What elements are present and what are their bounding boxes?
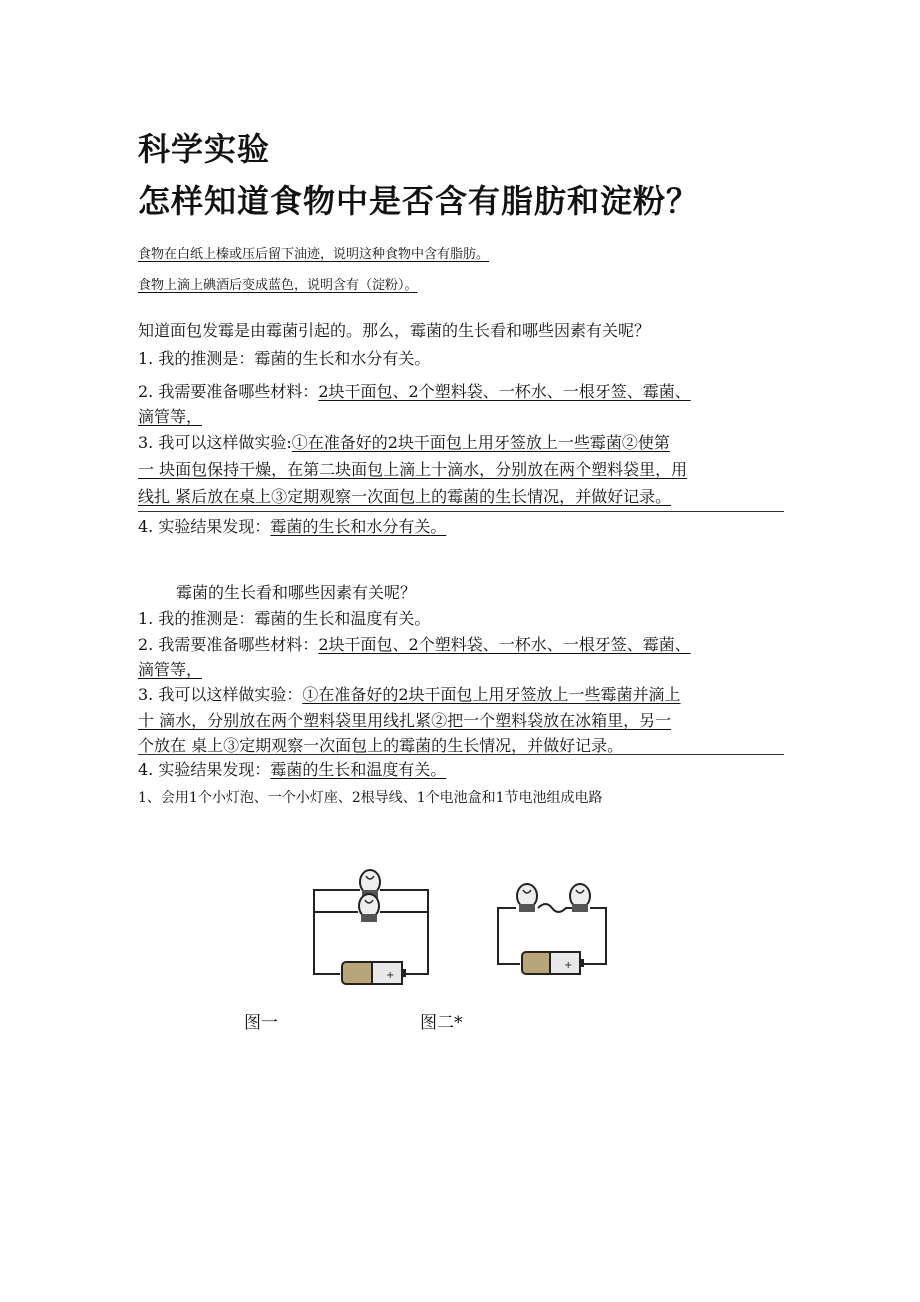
exp1-q3-prefix: 3. 我可以这样做实验:	[138, 433, 292, 452]
exp1-q3-line1: ①在准备好的2块干面包上用牙签放上一些霉菌②使第	[291, 433, 670, 452]
exp1-q3-line3: 线扎 紧后放在桌上③定期观察一次面包上的霉菌的生长情况，并做好记录。	[138, 487, 672, 506]
exp1-q4-answer: 霉菌的生长和水分有关。	[270, 517, 447, 536]
exp2-q3-line1: ①在准备好的2块干面包上用牙签放上一些霉菌并滴上	[302, 685, 681, 704]
exp1-q1-answer: 霉菌的生长和水分有关。	[254, 349, 431, 368]
exp2-q2-prefix: 2. 我需要准备哪些材料：	[138, 635, 319, 654]
exp1-intro: 知道面包发霉是由霉菌引起的。那么，霉菌的生长看和哪些因素有关呢？	[138, 321, 651, 340]
circuit-diagram-1	[300, 862, 440, 992]
exp1-q2-prefix: 2. 我需要准备哪些材料：	[138, 382, 319, 401]
battery-icon	[522, 952, 584, 974]
exp2-hypothesis	[138, 606, 783, 632]
exp1-q3-line2: 一 块面包保持干燥，在第二块面包上滴上十滴水，分别放在两个塑料袋里，用	[138, 460, 688, 479]
divider	[138, 511, 784, 512]
exp2-q3-line3: 个放在 桌上③定期观察一次面包上的霉菌的生长情况，并做好记录。	[138, 736, 624, 755]
starch-note: 食物上滴上碘酒后变成蓝色，说明含有（淀粉）。	[138, 278, 418, 293]
exp2-q1-prefix: 1. 我的推测是：	[138, 609, 255, 628]
page-title: 科学实验	[138, 130, 271, 168]
wire	[582, 908, 606, 964]
exp2-q4-prefix: 4. 实验结果发现：	[138, 760, 271, 779]
exp2-materials	[138, 632, 783, 658]
exp2-q4-answer: 霉菌的生长和温度有关。	[270, 760, 447, 779]
wire	[498, 912, 520, 964]
bulb-icon	[359, 894, 379, 922]
exp2-intro: 霉菌的生长看和哪些因素有关呢？	[176, 583, 417, 602]
circuit-task: 1、会用1个小灯泡、一个小灯座、2根导线、1个电池盒和1节电池组成电路	[138, 790, 603, 806]
exp2-q2-answer-1: 2块干面包、2个塑料袋、一杯水、一根牙签、霉菌、	[318, 635, 691, 654]
fat-note: 食物在白纸上榛或压后留下油迹，说明这种食物中含有脂肪。	[138, 247, 490, 262]
exp1-q1-prefix: 1. 我的推测是：	[138, 349, 255, 368]
divider	[138, 754, 784, 755]
exp2-q3-prefix: 3. 我可以这样做实验：	[138, 685, 303, 704]
exp2-q2-answer-2: 滴管等，	[138, 660, 203, 679]
exp2-q3-line2: 十 滴水，分别放在两个塑料袋里用线扎紧②把一个塑料袋放在冰箱里，另一	[138, 711, 672, 730]
section-question: 怎样知道食物中是否含有脂肪和淀粉？	[138, 182, 700, 220]
exp1-hypothesis	[138, 346, 783, 372]
exp1-result	[138, 514, 783, 540]
exp1-procedure	[138, 430, 783, 456]
exp1-materials	[138, 379, 783, 405]
figure-1-label: 图一	[244, 1013, 278, 1033]
svg-text:+: +	[386, 970, 395, 981]
exp1-q4-prefix: 4. 实验结果发现：	[138, 517, 271, 536]
bulb-icon	[517, 884, 537, 912]
exp2-result	[138, 757, 783, 783]
exp1-q2-answer-1: 2块干面包、2个塑料袋、一杯水、一根牙签、霉菌、	[318, 382, 691, 401]
wire	[314, 890, 360, 902]
bulb-icon	[570, 884, 590, 912]
battery-icon	[342, 962, 406, 984]
circuit-diagram-2	[486, 872, 616, 984]
exp2-q1-answer: 霉菌的生长和温度有关。	[254, 609, 431, 628]
wire	[538, 904, 572, 912]
exp2-procedure	[138, 682, 783, 708]
exp1-q2-answer-2: 滴管等，	[138, 407, 203, 426]
svg-text:+: +	[564, 960, 573, 971]
figure-2-label: 图二*	[420, 1013, 463, 1033]
wire	[498, 908, 516, 912]
